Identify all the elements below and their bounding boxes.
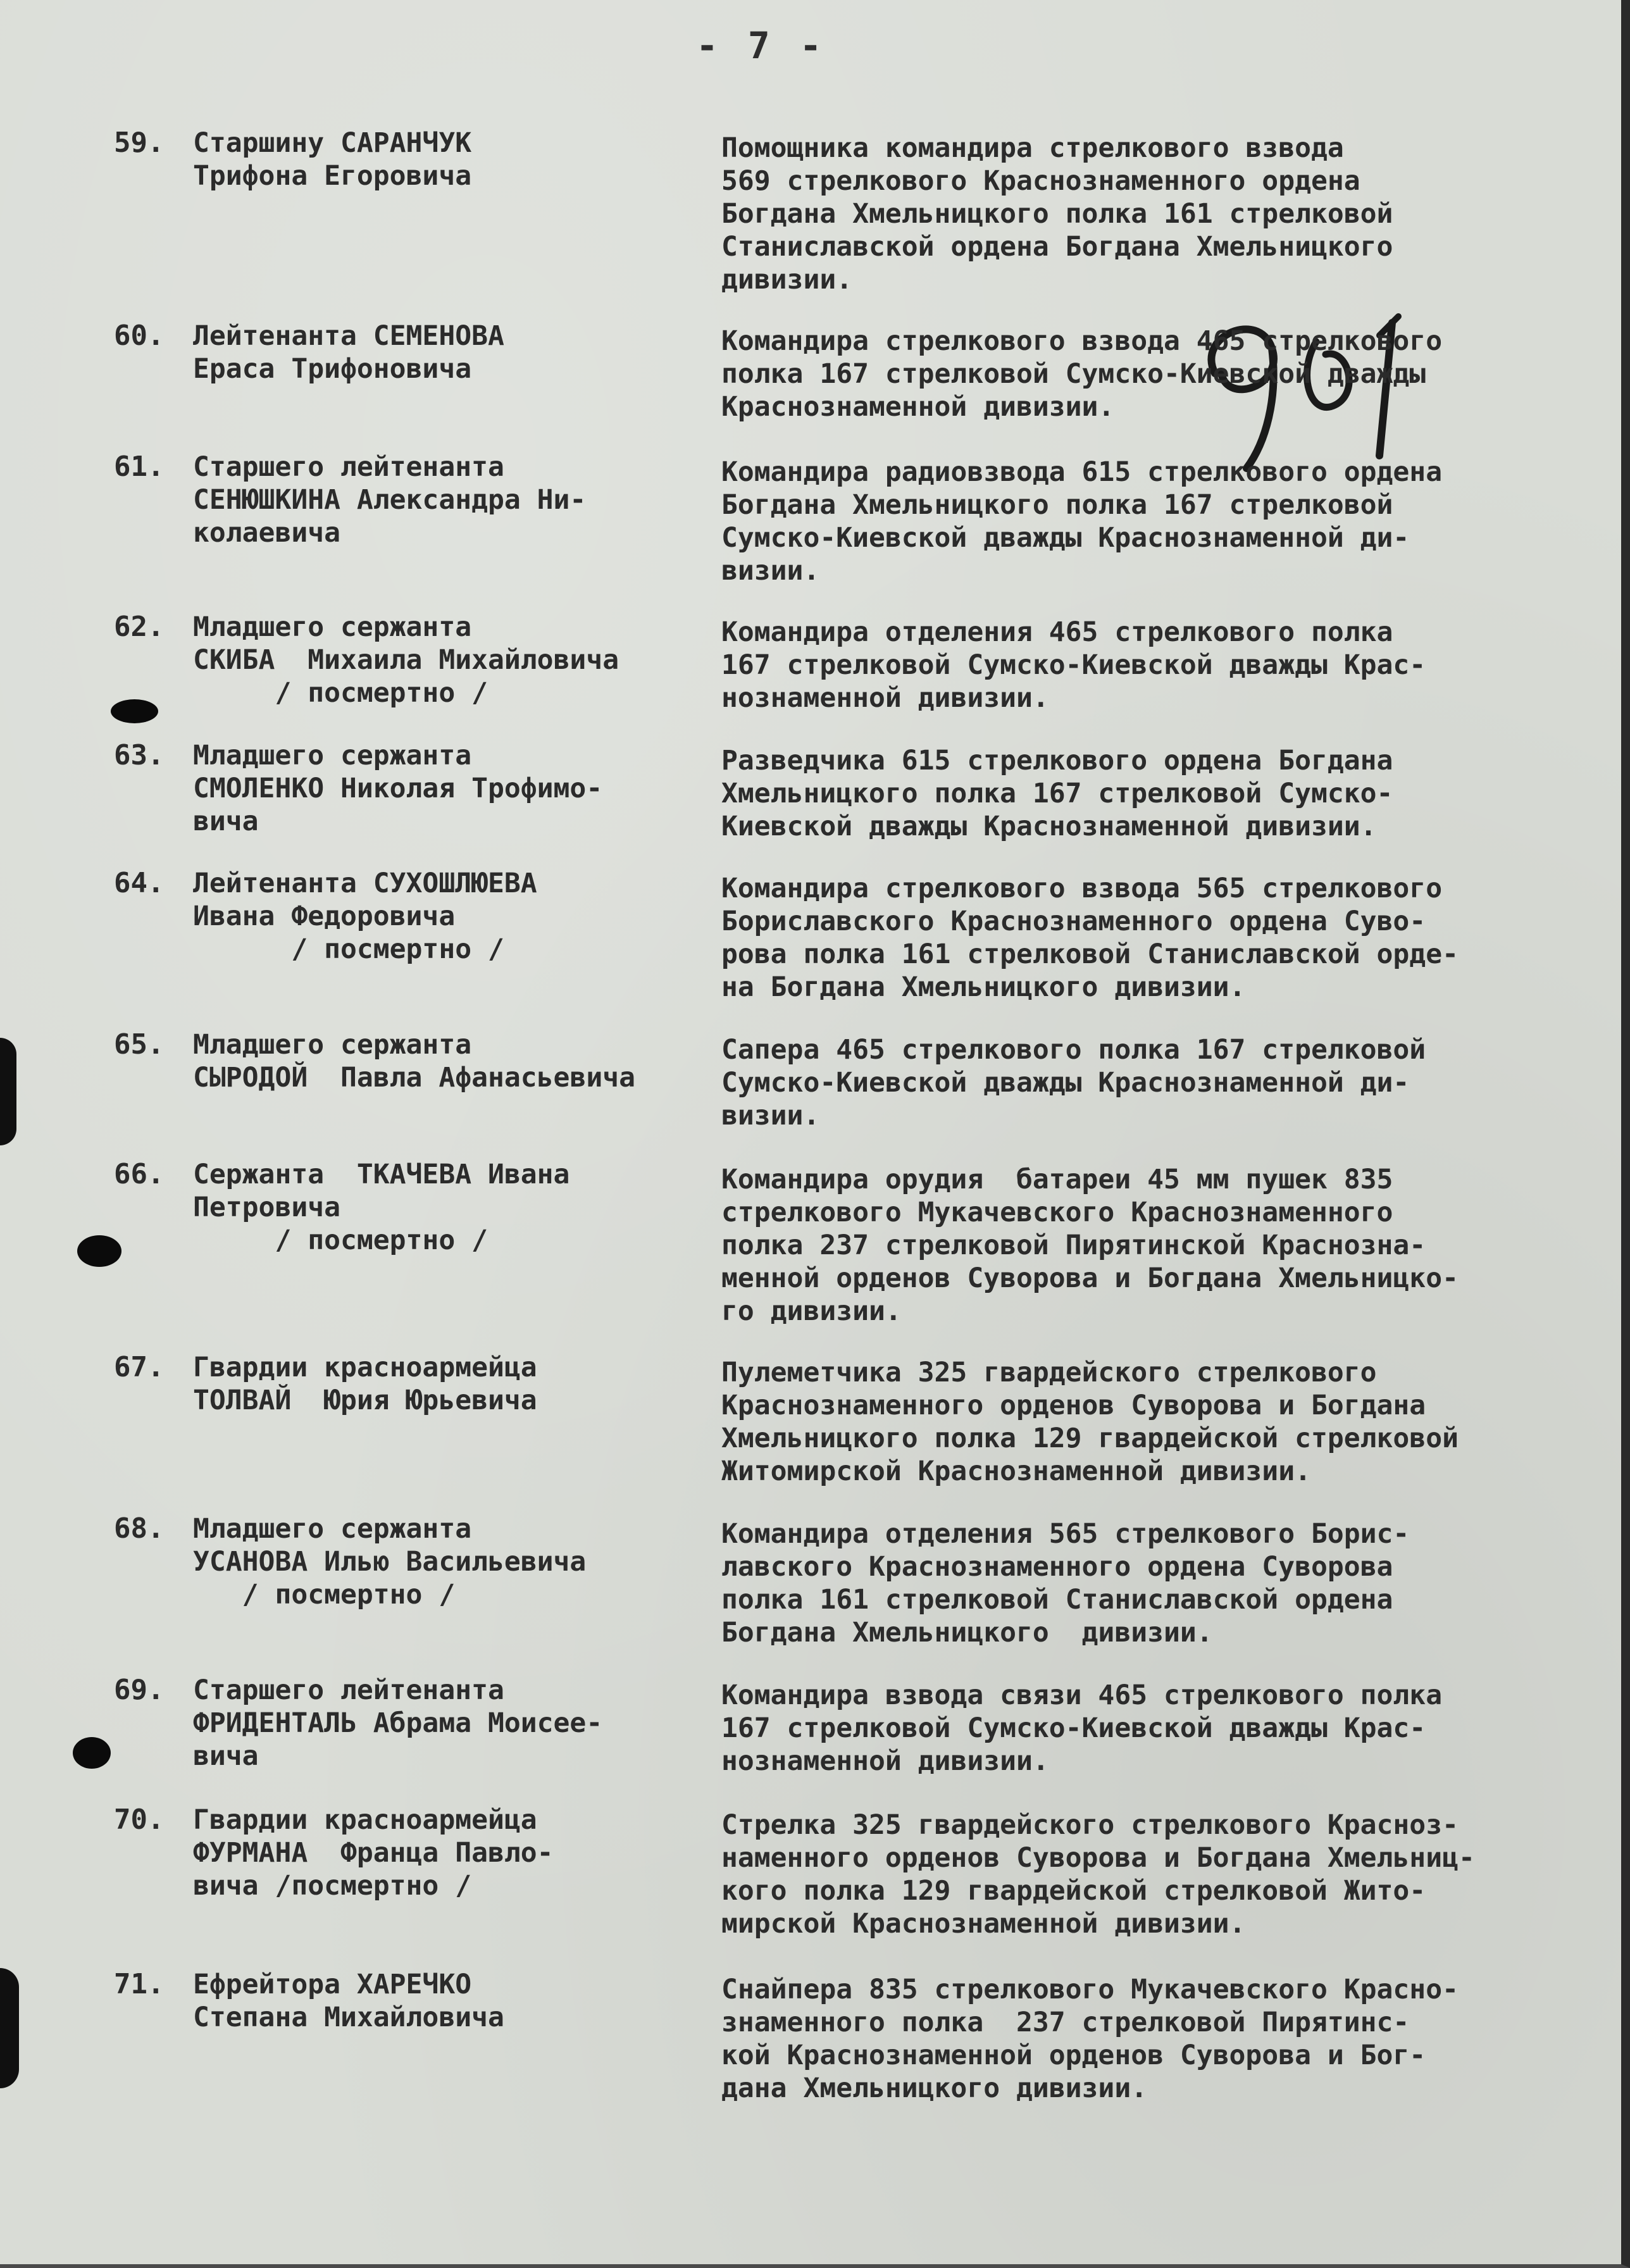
recipient-name: Лейтенанта СЕМЕНОВА Ераса Трифоновича: [193, 320, 504, 385]
punch-hole: [73, 1737, 111, 1769]
recipient-position: Командира взвода связи 465 стрелкового полка 167 стрелковой Сумско-Киевской дважды Крас- нознаменной дивизии.: [721, 1679, 1443, 1777]
entry-number: 65.: [114, 1028, 165, 1061]
entry-number: 69.: [114, 1674, 165, 1706]
recipient-name: Младшего сержанта УСАНОВА Илью Васильевича / посмертно /: [193, 1513, 587, 1611]
recipient-position: Стрелка 325 гвардейского стрелкового Красноз- наменного орденов Суворова и Богдана Хмельниц- кого полка 129 гвардейской стрелковой Жито- мирской Краснознаменной дивизии.: [721, 1809, 1475, 1940]
recipient-name: Старшего лейтенанта ФРИДЕНТАЛЬ Абрама Моисее- вича: [193, 1674, 603, 1772]
recipient-name: Гвардии красноармейца ФУРМАНА Франца Павло- вича /посмертно /: [193, 1804, 554, 1902]
recipient-name: Младшего сержанта СЫРОДОЙ Павла Афанасьевича: [193, 1029, 635, 1094]
recipient-name: Старшину САРАНЧУК Трифона Егоровича: [193, 127, 472, 192]
recipient-position: Помощника командира стрелкового взвода 569 стрелкового Краснознаменного ордена Богдана Хмельницкого полка 161 стрелковой Станиславской ордена Богдана Хмельницкого дивизии.: [721, 132, 1393, 296]
recipient-position: Разведчика 615 стрелкового ордена Богдана Хмельницкого полка 167 стрелковой Сумско- Киевской дважды Краснознаменной дивизии.: [721, 745, 1393, 842]
entry-number: 63.: [114, 739, 165, 771]
punch-hole: [77, 1235, 121, 1267]
recipient-name: Лейтенанта СУХОШЛЮЕВА Ивана Федоровича / посмертно /: [193, 868, 537, 965]
recipient-position: Командира радиовзвода 615 стрелкового ордена Богдана Хмельницкого полка 167 стрелковой Сумско-Киевской дважды Краснознаменной ди- визии.: [721, 456, 1443, 587]
entry-number: 59.: [114, 127, 165, 159]
recipient-name: Ефрейтора ХАРЕЧКО Степана Михайловича: [193, 1969, 504, 2033]
recipient-position: Снайпера 835 стрелкового Мукачевского Красно- знаменного полка 237 стрелковой Пирятинс- кой Краснознаменной орденов Суворова и Бог- дана Хмельницкого дивизии.: [721, 1974, 1459, 2104]
page-edge-damage: [0, 1968, 19, 2088]
entry-number: 68.: [114, 1512, 165, 1545]
recipient-name: Старшего лейтенанта СЕНЮШКИНА Александра Ни- колаевича: [193, 451, 587, 549]
recipient-position: Сапера 465 стрелкового полка 167 стрелковой Сумско-Киевской дважды Краснознаменной ди- визии.: [721, 1034, 1426, 1131]
recipient-position: Пулеметчика 325 гвардейского стрелкового Краснознаменного орденов Суворова и Богдана Хмельницкого полка 129 гвардейской стрелковой Житомирской Краснознаменной дивизии.: [721, 1357, 1459, 1487]
entry-number: 66.: [114, 1158, 165, 1190]
recipient-name: Младшего сержанта СМОЛЕНКО Николая Трофимо- вича: [193, 740, 603, 837]
recipient-position: Командира стрелкового взвода 565 стрелкового Бориславского Краснознаменного ордена Суво- рова полка 161 стрелковой Станиславской орде- на Богдана Хмельницкого дивизии.: [721, 873, 1459, 1003]
recipient-name: Сержанта ТКАЧЕВА Ивана Петровича / посмертно /: [193, 1159, 570, 1256]
recipient-position: Командира отделения 565 стрелкового Борис- лавского Краснознаменного ордена Суворова полка 161 стрелковой Станиславской ордена Богдана Хмельницкого дивизии.: [721, 1518, 1410, 1648]
entry-number: 60.: [114, 320, 165, 352]
entry-number: 67.: [114, 1351, 165, 1383]
page-number: - 7 -: [696, 24, 826, 67]
entry-number: 62.: [114, 611, 165, 643]
recipient-name: Младшего сержанта СКИБА Михаила Михайловича / посмертно /: [193, 611, 619, 709]
entry-number: 61.: [114, 451, 165, 483]
punch-hole: [111, 699, 158, 723]
recipient-name: Гвардии красноармейца ТОЛВАЙ Юрия Юрьевича: [193, 1352, 537, 1416]
entry-number: 71.: [114, 1968, 165, 2000]
page-edge-damage: [0, 1038, 16, 1145]
recipient-position: Командира стрелкового взвода 465 стрелкового полка 167 стрелковой Сумско-Киевской дважды Краснознаменной дивизии.: [721, 325, 1443, 423]
recipient-position: Командира отделения 465 стрелкового полка 167 стрелковой Сумско-Киевской дважды Крас- нознаменной дивизии.: [721, 616, 1426, 714]
entry-number: 64.: [114, 867, 165, 899]
entry-number: 70.: [114, 1804, 165, 1836]
recipient-position: Командира орудия батареи 45 мм пушек 835 стрелкового Мукачевского Краснознаменного полка 237 стрелковой Пирятинской Краснозна- менной орденов Суворова и Богдана Хмельницко- го дивизии.: [721, 1164, 1459, 1327]
